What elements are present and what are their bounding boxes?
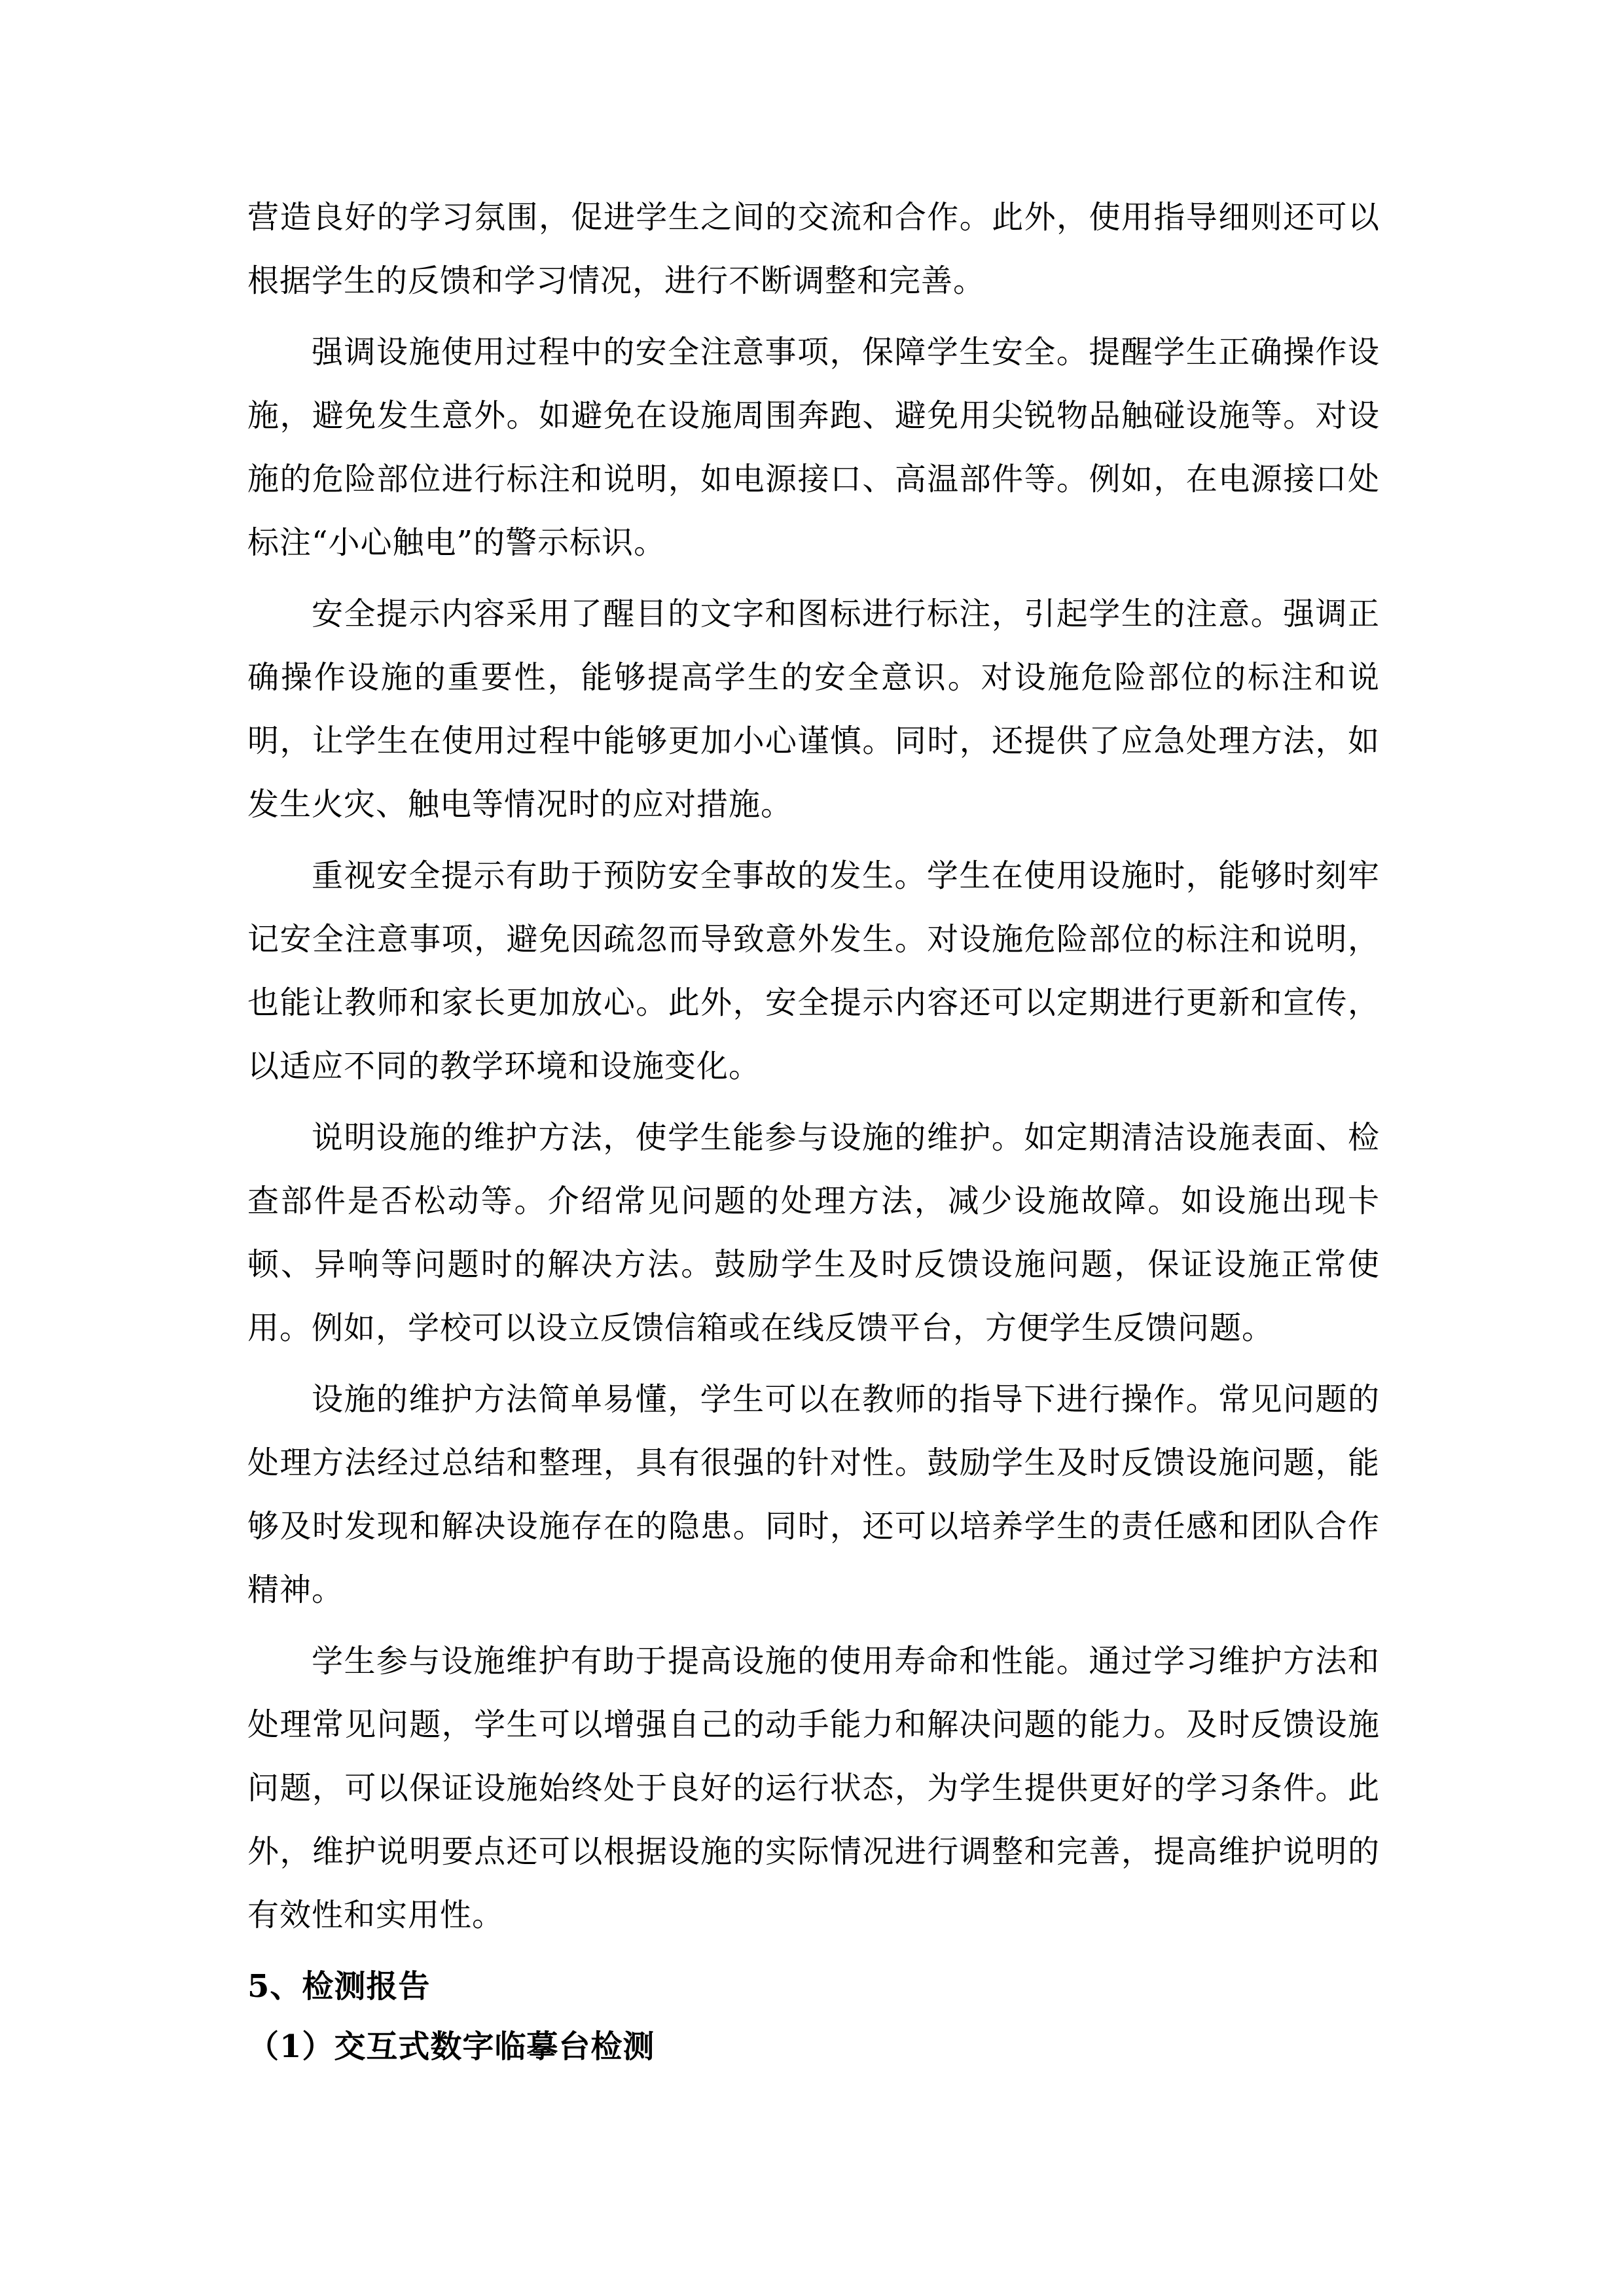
paragraph-safety-prompt-content: 安全提示内容采用了醒目的文字和图标进行标注，引起学生的注意。强调正确操作设施的重要性，能够提高学生的安全意识。对设施危险部位的标注和说明，让学生在使用过程中能够更加小心谨慎。同时，还提供了应急处理方法，如发生火灾、触电等情况时的应对措施。 xyxy=(247,596,1380,823)
paragraph-safety-precautions: 强调设施使用过程中的安全注意事项，保障学生安全。提醒学生正确操作设施，避免发生意外。如避免在设施周围奔跑、避免用尖锐物品触碰设施等。对设施的危险部位进行标注和说明，如电源接口、高温部件等。例如，在电源接口处标注“小心触电”的警示标识。 xyxy=(247,334,1380,561)
paragraph-maintenance-methods: 说明设施的维护方法，使学生能参与设施的维护。如定期清洁设施表面、检查部件是否松动等。介绍常见问题的处理方法，减少设施故障。如设施出现卡顿、异响等问题时的解决方法。鼓励学生及时反馈设施问题，保证设施正常使用。例如，学校可以设立反馈信箱或在线反馈平台，方便学生反馈问题。 xyxy=(247,1119,1380,1346)
paragraph-safety-importance: 重视安全提示有助于预防安全事故的发生。学生在使用设施时，能够时刻牢记安全注意事项，避免因疏忽而导致意外发生。对设施危险部位的标注和说明，也能让教师和家长更加放心。此外，安全提示内容还可以定期进行更新和宣传，以适应不同的教学环境和设施变化。 xyxy=(247,857,1380,1085)
document-page xyxy=(247,186,1380,2077)
paragraph-maintenance-ease: 设施的维护方法简单易懂，学生可以在教师的指导下进行操作。常见问题的处理方法经过总结和整理，具有很强的针对性。鼓励学生及时反馈设施问题，能够及时发现和解决设施存在的隐患。同时，还可以培养学生的责任感和团队合作精神。 xyxy=(247,1381,1380,1608)
paragraph-maintenance-benefits: 学生参与设施维护有助于提高设施的使用寿命和性能。通过学习维护方法和处理常见问题，学生可以增强自己的动手能力和解决问题的能力。及时反馈设施问题，可以保证设施始终处于良好的运行状态，为学生提供更好的学习条件。此外，维护说明要点还可以根据设施的实际情况进行调整和完善，提高维护说明的有效性和实用性。 xyxy=(247,1643,1380,1933)
section-heading: 5、检测报告 xyxy=(247,1968,431,2005)
subsection-heading: （1）交互式数字临摹台检测 xyxy=(247,2028,655,2065)
paragraph-continued: 营造良好的学习氛围，促进学生之间的交流和合作。此外，使用指导细则还可以根据学生的反馈和学习情况，进行不断调整和完善。 xyxy=(247,199,1380,299)
